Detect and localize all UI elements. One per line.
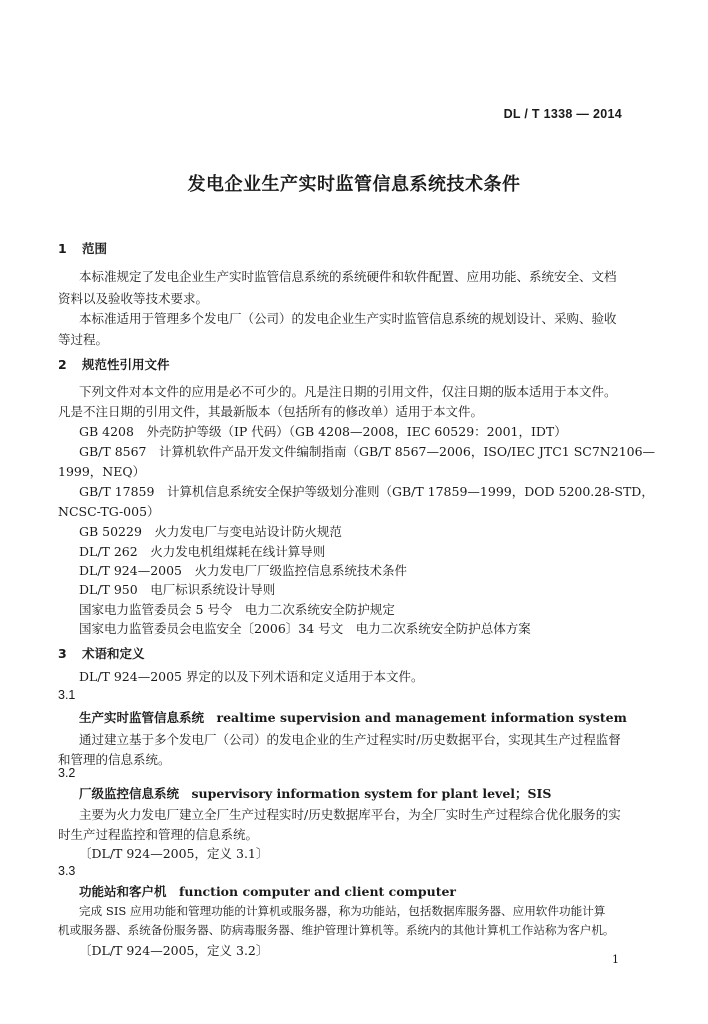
- reference-line: DL/T 262 火力发电机组煤耗在线计算导则: [79, 544, 326, 559]
- reference-line: GB 4208 外壳防护等级（IP 代码）（GB 4208—2008，IEC 60529：2001，IDT）: [79, 424, 567, 439]
- section-number: 1: [58, 241, 67, 256]
- term-definition-line: 通过建立基于多个发电厂（公司）的发电企业的生产过程实时/历史数据平台，实现其生产过程监督: [79, 732, 621, 747]
- section-3-heading: [58, 644, 145, 662]
- reference-line: 1999，NEQ）: [58, 464, 146, 479]
- section-number: 2: [58, 357, 67, 372]
- term-definition-line: 完成 SIS 应用功能和管理功能的计算机或服务器，称为功能站，包括数据库服务器、应用软件功能计算: [79, 904, 606, 918]
- reference-line: GB/T 17859 计算机信息系统安全保护等级划分准则（GB/T 17859—1999，DOD 5200.28-STD，: [79, 484, 654, 499]
- reference-line: NCSC-TG-005）: [58, 504, 160, 519]
- term-number: 3.3: [58, 864, 76, 878]
- term-number: 3.1: [58, 688, 76, 702]
- reference-line: 国家电力监管委员会电监安全〔2006〕34 号文 电力二次系统安全防护总体方案: [79, 621, 531, 636]
- paragraph-line: 等过程。: [58, 332, 109, 347]
- term-source: 〔DL/T 924—2005，定义 3.2〕: [79, 943, 269, 958]
- term-number: 3.2: [58, 766, 76, 780]
- paragraph-line: 下列文件对本文件的应用是必不可少的。凡是注日期的引用文件，仅注日期的版本适用于本文件。: [79, 384, 617, 399]
- term-definition-line: 机或服务器、系统备份服务器、防病毒服务器、维护管理计算机等。系统内的其他计算机工作站称为客户机。: [58, 923, 615, 937]
- reference-line: DL/T 924—2005 火力发电厂厂级监控信息系统技术条件: [79, 563, 408, 578]
- term-definition-line: 和管理的信息系统。: [58, 752, 171, 767]
- term-title: 厂级监控信息系统 supervisory information system for plant level；SIS: [79, 786, 552, 801]
- term-source: 〔DL/T 924—2005，定义 3.1〕: [79, 846, 269, 861]
- reference-line: GB 50229 火力发电厂与变电站设计防火规范: [79, 524, 342, 539]
- section-title: 术语和定义: [82, 646, 145, 661]
- section-title: 范围: [82, 241, 108, 256]
- paragraph-line: 资料以及验收等技术要求。: [58, 291, 209, 306]
- paragraph-line: 本标准规定了发电企业生产实时监管信息系统的系统硬件和软件配置、应用功能、系统安全、文档: [79, 269, 617, 284]
- section-title: 规范性引用文件: [82, 357, 170, 372]
- reference-line: 国家电力监管委员会 5 号令 电力二次系统安全防护规定: [79, 602, 395, 617]
- reference-line: DL/T 950 电厂标识系统设计导则: [79, 582, 276, 597]
- document-title: 发电企业生产实时监管信息系统技术条件: [187, 174, 521, 195]
- section-1-heading: [58, 239, 107, 257]
- term-title: 功能站和客户机 function computer and client computer: [79, 884, 457, 899]
- section-number: 3: [58, 646, 67, 661]
- page-number: 1: [612, 953, 619, 966]
- section-2-heading: [58, 355, 170, 373]
- term-definition-line: 时生产过程监控和管理的信息系统。: [58, 827, 259, 842]
- term-definition-line: 主要为火力发电厂建立全厂生产过程实时/历史数据库平台，为全厂实时生产过程综合优化服务的实: [79, 807, 621, 822]
- paragraph-line: 凡是不注日期的引用文件，其最新版本（包括所有的修改单）适用于本文件。: [58, 404, 484, 419]
- standard-code: DL / T 1338 — 2014: [503, 107, 622, 121]
- reference-line: GB/T 8567 计算机软件产品开发文件编制指南（GB/T 8567—2006，ISO/IEC JTC1 SC7N2106—: [79, 444, 656, 459]
- term-title: 生产实时监管信息系统 realtime supervision and management information system: [79, 710, 627, 725]
- paragraph-line: DL/T 924—2005 界定的以及下列术语和定义适用于本文件。: [79, 669, 424, 684]
- paragraph-line: 本标准适用于管理多个发电厂（公司）的发电企业生产实时监管信息系统的规划设计、采购、验收: [79, 311, 617, 326]
